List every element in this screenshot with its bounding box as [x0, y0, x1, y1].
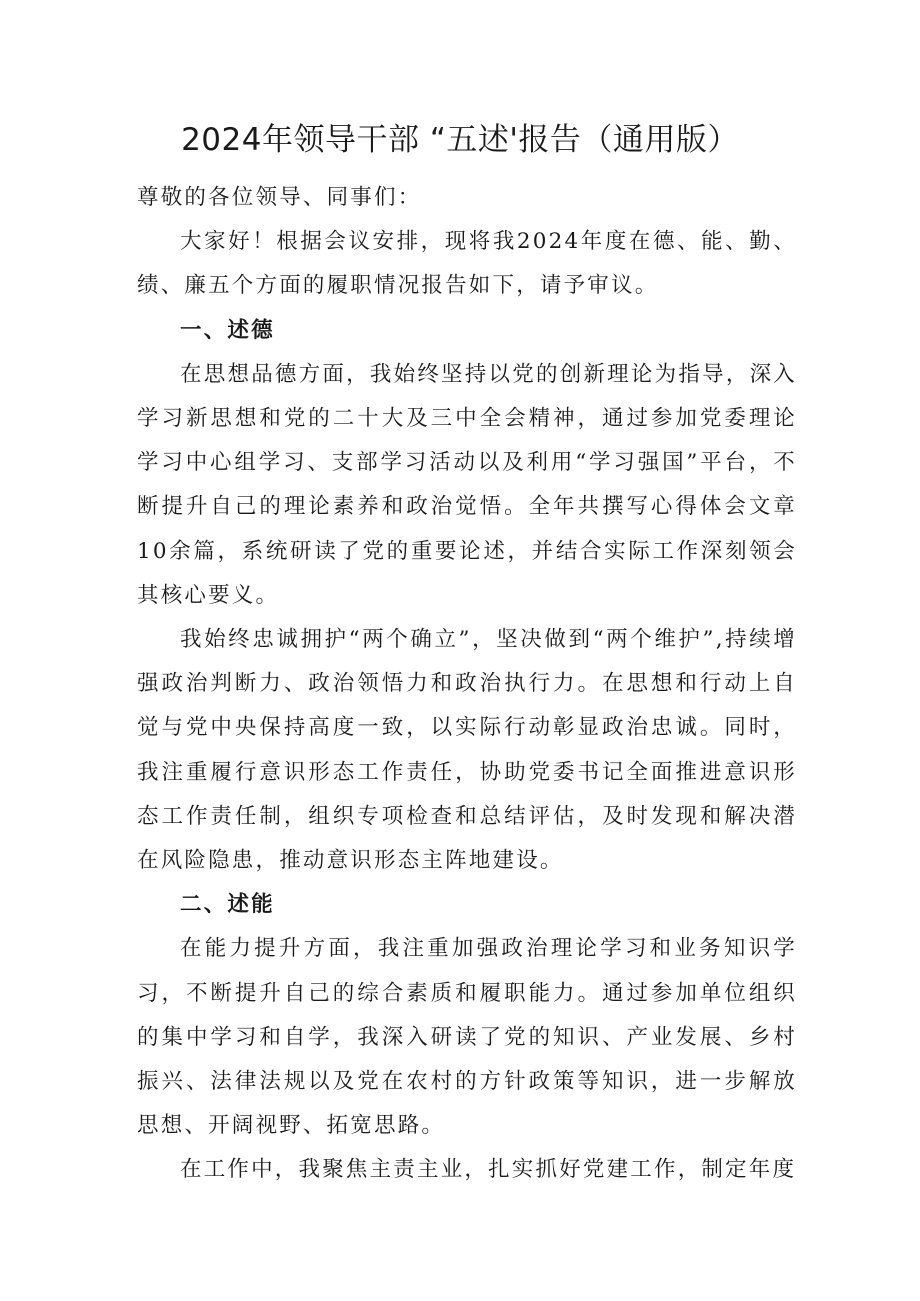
section-heading-virtue: 一、述德: [180, 317, 275, 343]
salutation: 尊敬的各位领导、同事们：: [137, 185, 422, 210]
document-title: 2024年领导干部 “五述'报告（通用版）: [181, 122, 739, 158]
paragraph: 在思想品德方面，我始终坚持以党的创新理论为指导，深入学习新思想和党的二十大及三中全会精神，通过参加党委理论学习中心组学习、支部学习活动以及利用“学习强国”平台，不断提升自己的理论素养和政治觉悟。全年共撰写心得体会文章10余篇，系统研读了党的重要论述，并结合实际工作深刻领会其核心要义。: [137, 361, 797, 608]
paragraph: 在能力提升方面，我注重加强政治理论学习和业务知识学习，不断提升自己的综合素质和履职能力。通过参加单位组织的集中学习和自学，我深入研读了党的知识、产业发展、乡村振兴、法律法规以及党在农村的方针政策等知识，进一步解放思想、开阔视野、拓宽思路。: [137, 936, 797, 1139]
intro-paragraph: 大家好！根据会议安排，现将我2024年度在德、能、勤、绩、廉五个方面的履职情况报告如下，请予审议。: [137, 229, 797, 299]
paragraph: 在工作中，我聚焦主责主业，扎实抓好党建工作，制定年度: [180, 1157, 797, 1183]
document-body: [137, 176, 797, 1193]
section-heading-ability: 二、述能: [180, 892, 275, 918]
paragraph: 我始终忠诚拥护“两个确立”，坚决做到“两个维护”,持续增强政治判断力、政治领悟力和政治执行力。在思想和行动上自觉与党中央保持高度一致，以实际行动彰显政治忠诚。同时，我注重履行意识形态工作责任，协助党委书记全面推进意识形态工作责任制，组织专项检查和总结评估，及时发现和解决潜在风险隐患，推动意识形态主阵地建设。: [137, 627, 797, 874]
